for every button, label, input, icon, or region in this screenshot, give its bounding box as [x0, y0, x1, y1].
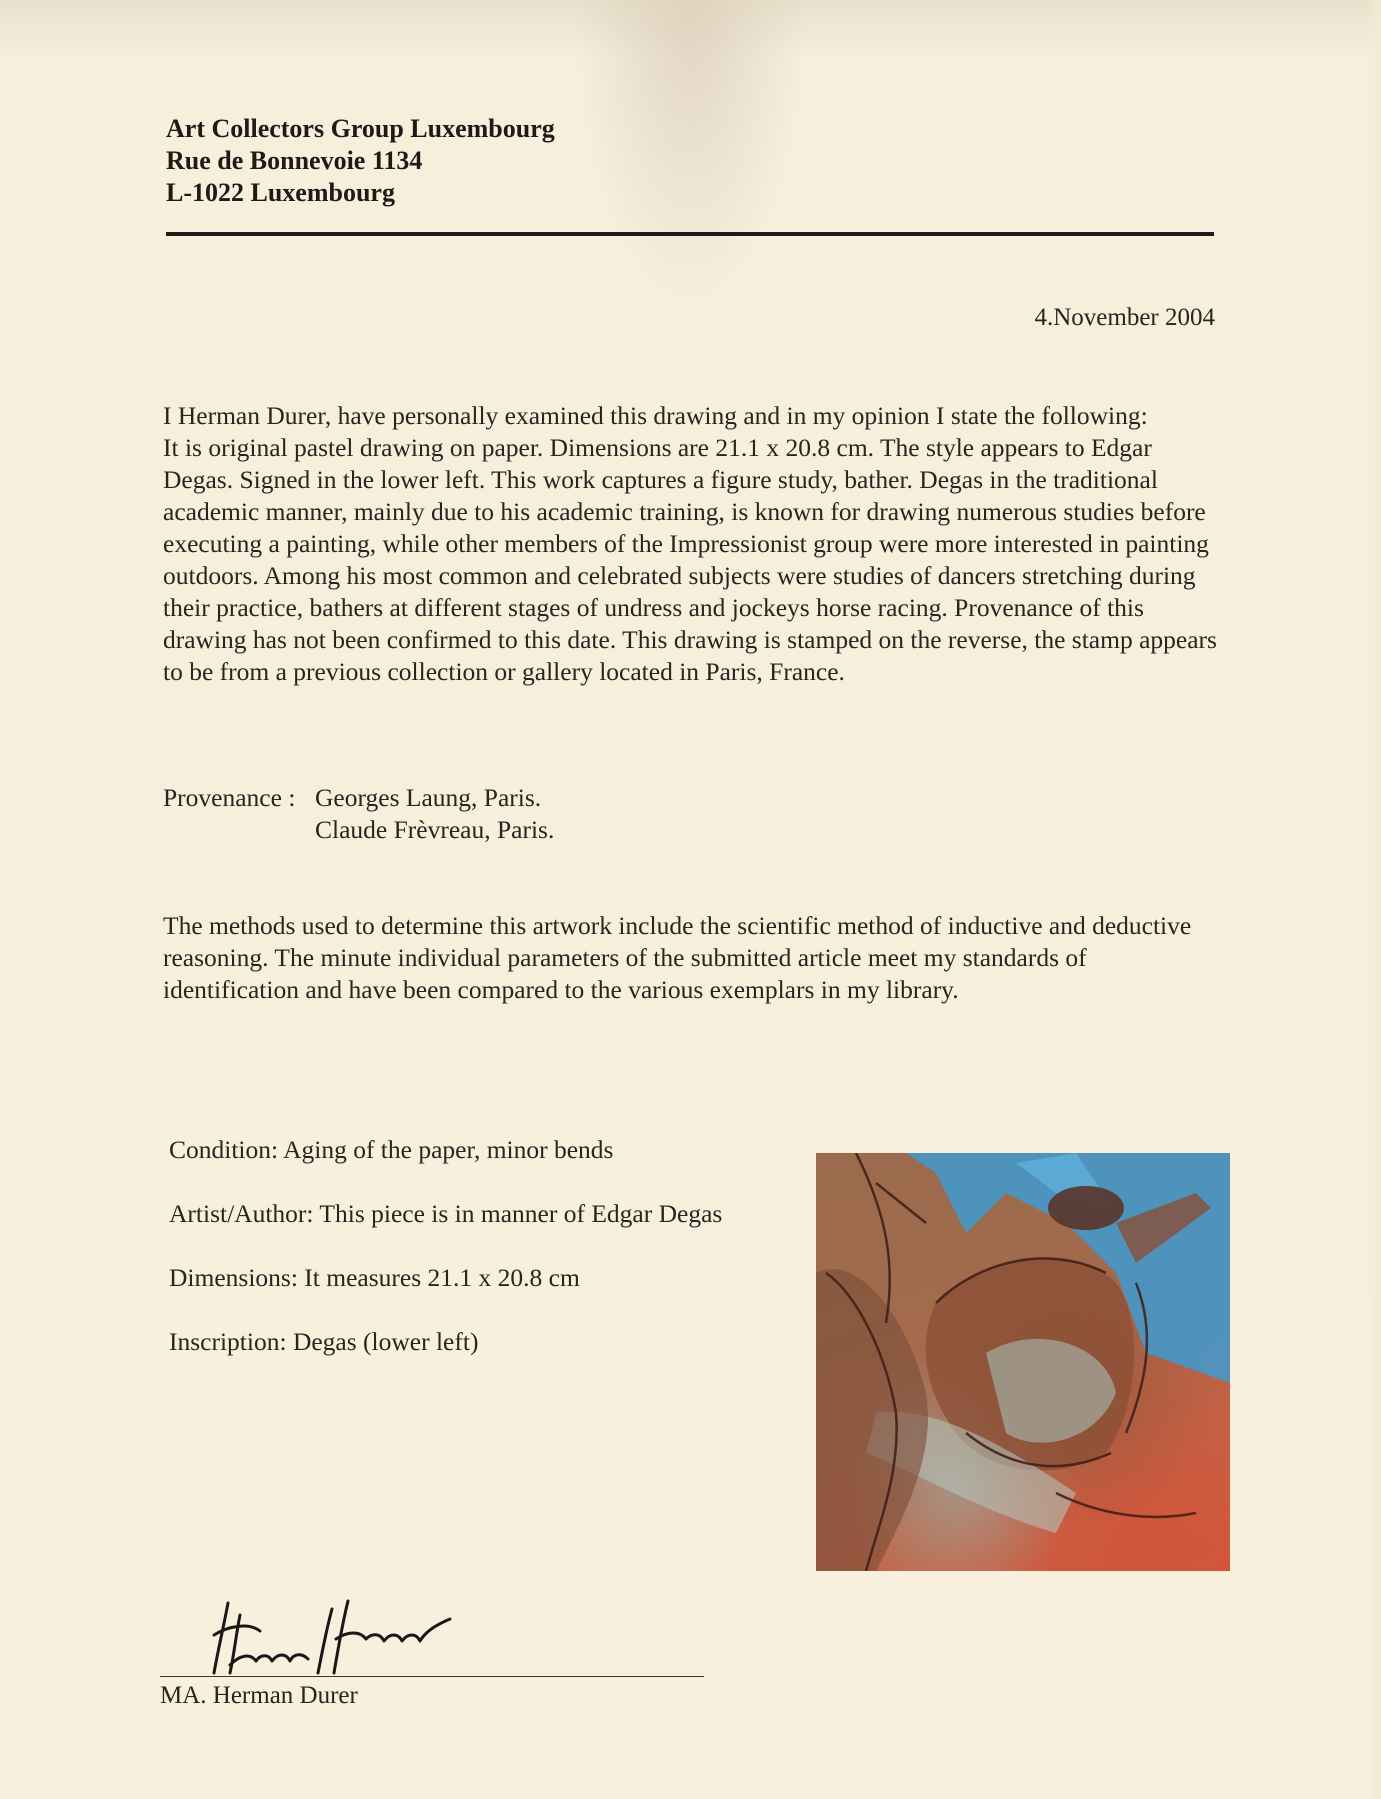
dimensions-line: Dimensions: It measures 21.1 x 20.8 cm — [169, 1263, 580, 1292]
company-city: L-1022 Luxembourg — [166, 178, 395, 207]
company-street: Rue de Bonnevoie 1134 — [166, 146, 423, 175]
statement-intro: I Herman Durer, have personally examined this drawing and in my opinion I state the following: — [163, 401, 1148, 430]
statement — [163, 400, 1223, 688]
letter-date: 4.November 2004 — [1034, 304, 1215, 331]
provenance-entry: Claude Frèvreau, Paris. — [315, 815, 555, 844]
condition-line: Condition: Aging of the paper, minor bends — [169, 1135, 614, 1164]
artist-line: Artist/Author: This piece is in manner of Edgar Degas — [169, 1199, 723, 1228]
artwork-photo — [816, 1153, 1230, 1571]
company-name: Art Collectors Group Luxembourg — [166, 114, 555, 143]
details-list — [169, 1134, 722, 1390]
header-divider — [166, 232, 1214, 236]
provenance-label: Provenance : — [163, 783, 296, 812]
statement-body: It is original pastel drawing on paper. Dimensions are 21.1 x 20.8 cm. The style appears to Edgar Degas. Signed in the lower left. This work captures a figure study, bather. Degas in the traditional academic manner, mainly due to his academic training, is known for drawing numerous studies before executing a painting, while other members of the Impressionist group were more interested in painting outdoors. Among his most common and celebrated subjects were studies of dancers stretching during their practice, bathers at different stages of undress and jockeys horse racing. Provenance of this drawing has not been confirmed to this date. This drawing is stamped on the reverse, the stamp appears to be from a previous collection or gallery located in Paris, France. — [163, 433, 1217, 686]
bather-drawing-image — [816, 1153, 1230, 1571]
inscription-line: Inscription: Degas (lower left) — [169, 1327, 479, 1356]
signatory-name: MA. Herman Durer — [160, 1682, 358, 1709]
letterhead — [166, 113, 555, 209]
provenance-entry: Georges Laung, Paris. — [315, 783, 542, 812]
signature-line — [160, 1676, 704, 1677]
methods-paragraph: The methods used to determine this artwork include the scientific method of inductive and deductive reasoning. The minute individual parameters of the submitted article meet my standards of identification and have been compared to the various exemplars in my library. — [163, 911, 1192, 1004]
provenance — [163, 782, 554, 846]
handwritten-signature — [200, 1595, 460, 1677]
